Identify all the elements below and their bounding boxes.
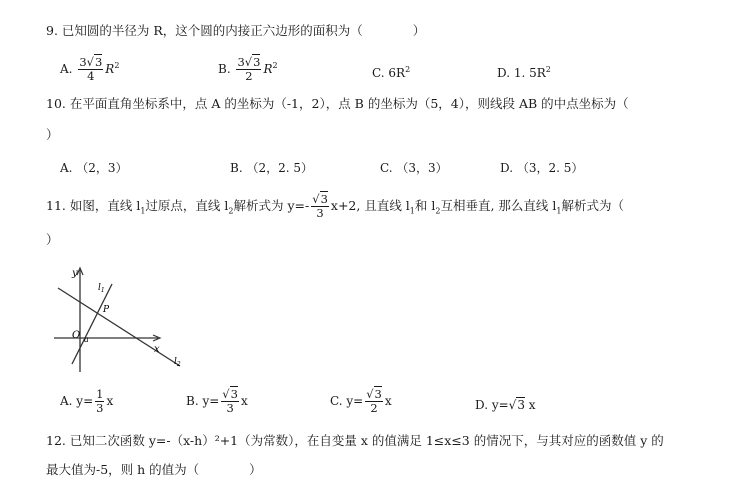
q11-option-d: D. y=√3 x [475, 398, 536, 412]
q11-option-c: C. y= $\frac{√3}{2}$ x [330, 387, 392, 415]
line-l1 [72, 284, 112, 364]
q10-option-a: A. （2，3） [60, 161, 128, 175]
fig-label-l2: $l_2$ [174, 357, 181, 368]
q11-stem: 11. 如图，直线 $l_1$过原点，直线 $l_2$解析式为 y=- $\frac{√3}{3}$ x+2, 且直线 $l_1$和 $l_2$互相垂直, 那么直线 $l_1$解析式为（ [46, 192, 624, 220]
q11-option-a: A. y= $\frac{1}{3}$ x [60, 387, 114, 415]
q11-option-b: B. y= $\frac{√3}{3}$ x [186, 387, 248, 415]
fig-label-o: O [72, 330, 81, 341]
q12-stem-cont: 最大值为-5，则 h 的值为（ ） [46, 462, 262, 477]
q10-stem-cont: ） [46, 127, 59, 142]
q9-option-c: C. $6R^2$ [372, 65, 411, 80]
q9-stem: 9. 已知圆的半径为 R，这个圆的内接正六边形的面积为（ ） [46, 23, 426, 38]
q10-option-c: C. （3，3） [380, 161, 448, 175]
q10-stem: 10. 在平面直角坐标系中，点 A 的坐标为（-1，2），点 B 的坐标为（5，4），则线段 AB 的中点坐标为（ [46, 96, 629, 111]
fig-label-a: a [84, 335, 89, 344]
q10-option-d: D. （3，2. 5） [500, 161, 584, 175]
q9-option-d: D. 1. $5R^2$ [497, 65, 551, 80]
fig-label-x: x [154, 344, 160, 355]
q9-option-a: A. $\frac{3√3}{4}$ $R^2$ [60, 55, 120, 83]
fig-label-l1: $l_1$ [98, 283, 105, 294]
q9-option-b: B. $\frac{3√3}{2}$ $R^2$ [218, 55, 278, 83]
q10-option-b: B. （2，2. 5） [230, 161, 313, 175]
fig-label-p: P [103, 305, 110, 315]
fig-label-y: y [72, 268, 78, 279]
q11-stem-cont: ） [46, 232, 59, 247]
q12-stem: 12. 已知二次函数 y=-（x-h）²+1（为常数），在自变量 x 的值满足 1≤x≤3 的情况下，与其对应的函数值 y 的 [46, 433, 664, 448]
q11-figure [50, 262, 190, 374]
